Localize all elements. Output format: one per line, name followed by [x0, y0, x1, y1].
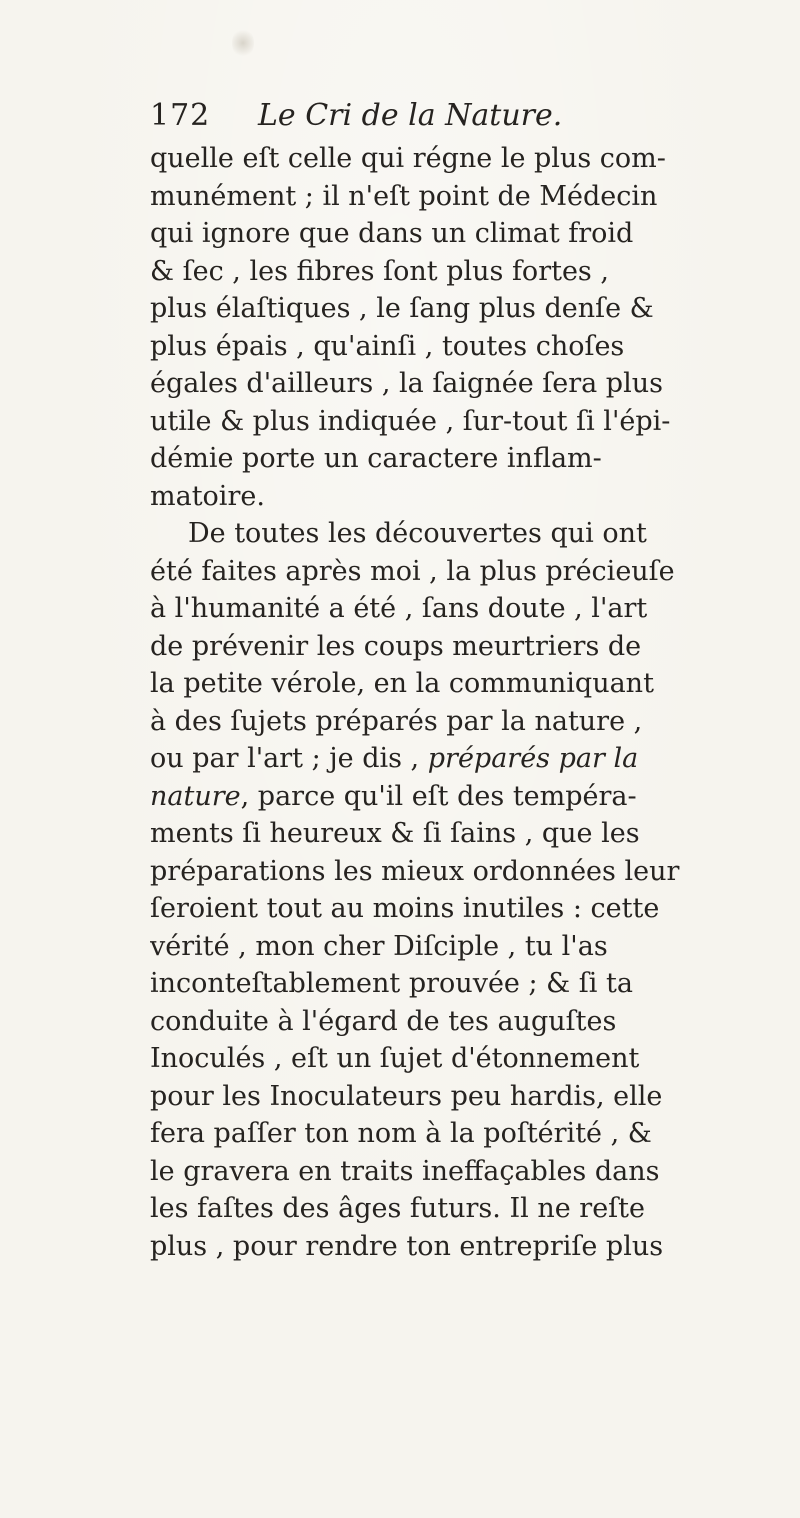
text-line: à des ſujets préparés par la nature ,: [150, 705, 643, 737]
text-line-mixed: [150, 778, 750, 816]
text-line: les faſtes des âges futurs. Il ne reſte: [150, 1193, 645, 1224]
text-line: fera paſſer ton nom à la poſtérité , &: [150, 1118, 652, 1149]
text-line: ments ſi heureux & ſi ſains , que les: [150, 818, 640, 849]
page-number: 172: [150, 98, 211, 133]
text-line: plus , pour rendre ton entrepriſe plus: [150, 1230, 664, 1262]
text-line: inconteſtablement prouvée ; & ſi ta: [150, 968, 633, 999]
text-run: , parce qu'il eſt des tempéra-: [240, 780, 637, 812]
ink-smudge: [232, 28, 254, 58]
text-line: préparations les mieux ordonnées leur: [150, 855, 680, 887]
page-header: [150, 98, 710, 138]
text-line: utile & plus indiquée , ſur-tout ſi l'épi-: [150, 405, 671, 437]
italic-run: nature: [150, 780, 241, 812]
text-line: matoire.: [150, 480, 265, 512]
text-line: pour les Inoculateurs peu hardis, elle: [150, 1080, 663, 1112]
body-text: [150, 140, 750, 1265]
text-line: Inoculés , eſt un ſujet d'étonnement: [150, 1043, 640, 1074]
text-line: qui ignore que dans un climat froid: [150, 218, 634, 249]
running-title: Le Cri de la Nature.: [258, 98, 563, 133]
text-line: conduite à l'égard de tes auguſtes: [150, 1005, 617, 1037]
text-line: & ſec , les fibres ſont plus fortes ,: [150, 255, 609, 287]
text-line-mixed: [150, 740, 750, 778]
italic-run: préparés par la: [427, 743, 639, 774]
paragraph-start-line: De toutes les découvertes qui ont: [188, 518, 647, 549]
text-line: le gravera en traits ineffaçables dans: [150, 1155, 660, 1187]
text-line: égales d'ailleurs , la ſaignée ſera plus: [150, 368, 663, 399]
text-line: été faites après moi , la plus précieuſe: [150, 555, 675, 587]
text-run: ou par l'art ; je dis ,: [150, 743, 420, 774]
text-line: munément ; il n'eſt point de Médecin: [150, 180, 658, 212]
text-line: plus épais , qu'ainſi , toutes choſes: [150, 330, 625, 362]
text-line: plus élaſtiques , le ſang plus denſe &: [150, 293, 654, 324]
text-line: ſeroient tout au moins inutiles : cette: [150, 893, 660, 924]
text-line: de prévenir les coups meurtriers de: [150, 630, 642, 662]
text-line: la petite vérole, en la communiquant: [150, 668, 654, 699]
text-line: démie porte un caractere inflam-: [150, 443, 602, 474]
text-line: à l'humanité a été , ſans doute , l'art: [150, 593, 648, 624]
text-line: vérité , mon cher Diſciple , tu l'as: [150, 930, 608, 962]
text-line: quelle eſt celle qui régne le plus com-: [150, 143, 666, 174]
